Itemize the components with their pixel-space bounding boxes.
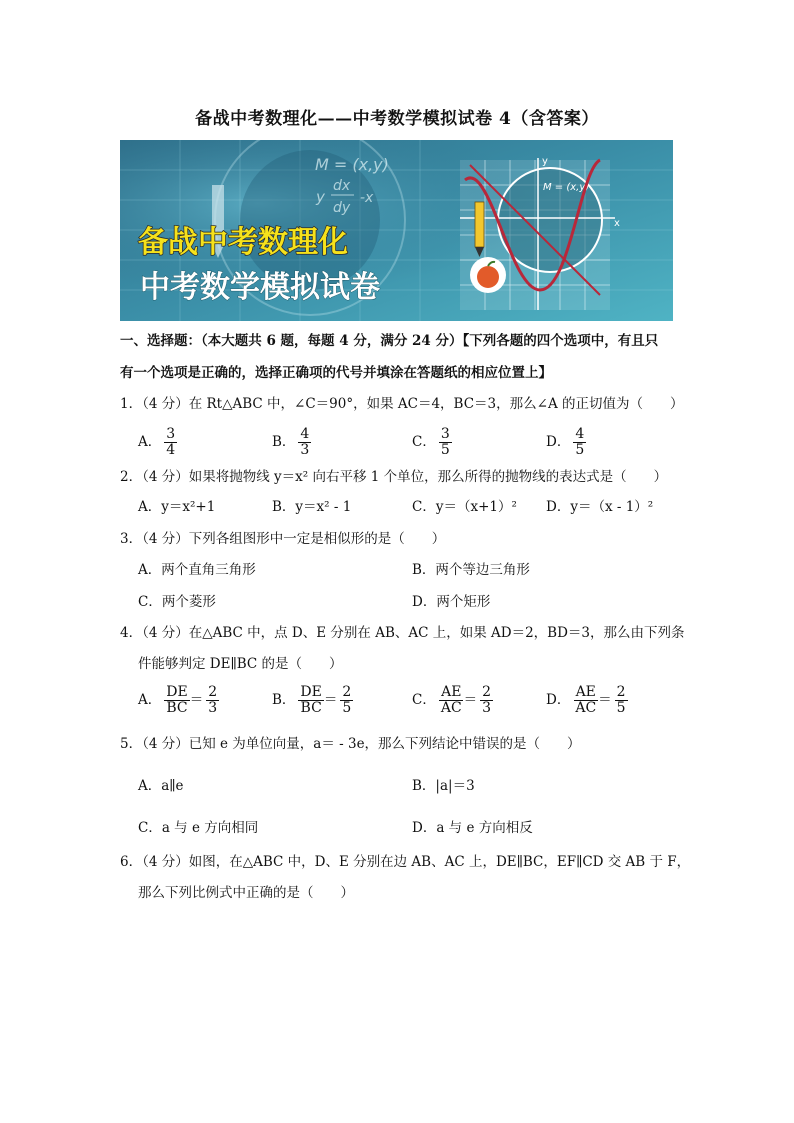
- question-1-option-d: [546, 427, 586, 458]
- fraction: [164, 427, 177, 458]
- question-2-option-d: D．y＝（x - 1）²: [546, 499, 654, 515]
- question-1-stem: 1．（4 分）在 Rt△ABC 中，∠C＝90°，如果 AC＝4，BC＝3，那么∠A 的正切值为（ ）: [120, 396, 684, 412]
- denominator: 3: [300, 442, 310, 458]
- banner-axis-x: x: [614, 218, 620, 229]
- question-4-stem-line1: 4．（4 分）在△ABC 中，点 D、E 分别在 AB、AC 上，如果 AD＝2，BD＝3，那么由下列条: [120, 625, 685, 641]
- question-2-option-a: A．y＝x²+1: [138, 499, 216, 515]
- question-6-stem-line1: 6．（4 分）如图，在△ABC 中，D、E 分别在边 AB、AC 上，DE∥BC，EF∥CD 交 AB 于 F，: [120, 854, 691, 870]
- denominator: AC: [440, 700, 462, 716]
- fraction: [480, 685, 493, 716]
- question-4-option-c: [412, 685, 493, 716]
- equals-sign: ＝: [323, 692, 338, 708]
- question-3-stem: 3．（4 分）下列各组图形中一定是相似形的是（ ）: [120, 531, 446, 547]
- banner-image: [120, 140, 673, 321]
- fraction: [615, 685, 628, 716]
- option-label: A．: [138, 434, 162, 450]
- fraction: [439, 427, 452, 458]
- banner-line1: 备战中考数理化: [138, 225, 348, 260]
- denominator: BC: [166, 700, 188, 716]
- numerator: DE: [166, 684, 188, 700]
- question-5-option-c: C．a 与 e 方向相同: [138, 820, 259, 836]
- question-3-option-d: D．两个矩形: [412, 594, 491, 610]
- equals-sign: ＝: [598, 692, 612, 708]
- question-4-stem-line2: 件能够判定 DE∥BC 的是（ ）: [138, 656, 343, 672]
- fraction: [573, 685, 598, 716]
- denominator: 5: [342, 700, 352, 716]
- question-1-option-c: [412, 427, 452, 458]
- question-1-option-a: [138, 427, 177, 458]
- question-5-option-d: D．a 与 e 方向相反: [412, 820, 533, 836]
- section-heading-line1: 一、选择题：（本大题共 6 题，每题 4 分，满分 24 分）【下列各题的四个选项中，有且只: [120, 333, 659, 349]
- denominator: 3: [208, 700, 218, 716]
- numerator: 3: [440, 426, 450, 442]
- question-1-option-b: [272, 427, 311, 458]
- fraction: [206, 685, 219, 716]
- numerator: 2: [482, 684, 492, 700]
- fraction: [340, 685, 353, 716]
- banner-formula-m: M = (x,y): [315, 155, 389, 174]
- numerator: 4: [300, 426, 310, 442]
- numerator: AE: [441, 684, 462, 700]
- equals-sign: ＝: [189, 692, 204, 708]
- option-label: B．: [272, 434, 296, 450]
- question-5-stem: 5．（4 分）已知 e 为单位向量，a＝ - 3e，那么下列结论中错误的是（ ）: [120, 736, 581, 752]
- question-6-stem-line2: 那么下列比例式中正确的是（ ）: [138, 885, 354, 901]
- option-label: D．: [546, 692, 571, 708]
- question-2-stem: 2．（4 分）如果将抛物线 y＝x² 向右平移 1 个单位，那么所得的抛物线的表达式是（ ）: [120, 469, 668, 485]
- numerator: 4: [575, 426, 585, 442]
- option-label: D．: [546, 434, 571, 450]
- banner-line2: 中考数学模拟试卷: [140, 270, 380, 305]
- section-heading-line2: 有一个选项是正确的，选择正确项的代号并填涂在答题纸的相应位置上】: [120, 365, 552, 381]
- numerator: 2: [342, 684, 352, 700]
- denominator: 4: [166, 442, 176, 458]
- banner-formula-dx: dx: [333, 178, 351, 194]
- banner-graphic: [120, 140, 673, 321]
- denominator: 5: [575, 442, 585, 458]
- numerator: 3: [166, 426, 176, 442]
- question-5-option-a: A．a∥e: [138, 778, 184, 794]
- banner-graph: [460, 156, 620, 310]
- banner-formula-x: -x: [360, 190, 374, 206]
- option-label: B．: [272, 692, 296, 708]
- banner-graph-formula: M = (x,y): [543, 182, 590, 193]
- question-5-option-b: B．|a|＝3: [412, 778, 475, 794]
- banner-formula-y: y: [316, 188, 325, 206]
- equals-sign: ＝: [463, 692, 478, 708]
- fraction: [573, 427, 586, 458]
- question-2-option-b: B．y＝x² - 1: [272, 499, 352, 515]
- option-label: A．: [138, 692, 162, 708]
- denominator: 5: [440, 442, 450, 458]
- apple-icon: [477, 266, 499, 288]
- option-label: C．: [412, 692, 436, 708]
- banner-axis-y: y: [542, 156, 548, 167]
- denominator: BC: [300, 700, 322, 716]
- banner-formula-dy: dy: [333, 200, 351, 216]
- question-3-option-a: A．两个直角三角形: [138, 562, 256, 578]
- page-title: 备战中考数理化——中考数学模拟试卷 4（含答案）: [195, 109, 599, 129]
- fraction: [164, 685, 189, 716]
- numerator: 2: [208, 684, 218, 700]
- question-4-option-a: [138, 685, 219, 716]
- numerator: AE: [575, 684, 596, 700]
- numerator: DE: [300, 684, 322, 700]
- numerator: 2: [616, 684, 626, 700]
- question-3-option-c: C．两个菱形: [138, 594, 216, 610]
- denominator: AC: [575, 700, 597, 716]
- question-3-option-b: B．两个等边三角形: [412, 562, 530, 578]
- option-label: C．: [412, 434, 436, 450]
- question-4-option-b: [272, 685, 353, 716]
- denominator: 3: [482, 700, 492, 716]
- question-4-option-d: [546, 685, 628, 716]
- fraction: [439, 685, 464, 716]
- question-2-option-c: C．y＝（x+1）²: [412, 499, 517, 515]
- fraction: [298, 685, 323, 716]
- fraction: [298, 427, 311, 458]
- denominator: 5: [616, 700, 626, 716]
